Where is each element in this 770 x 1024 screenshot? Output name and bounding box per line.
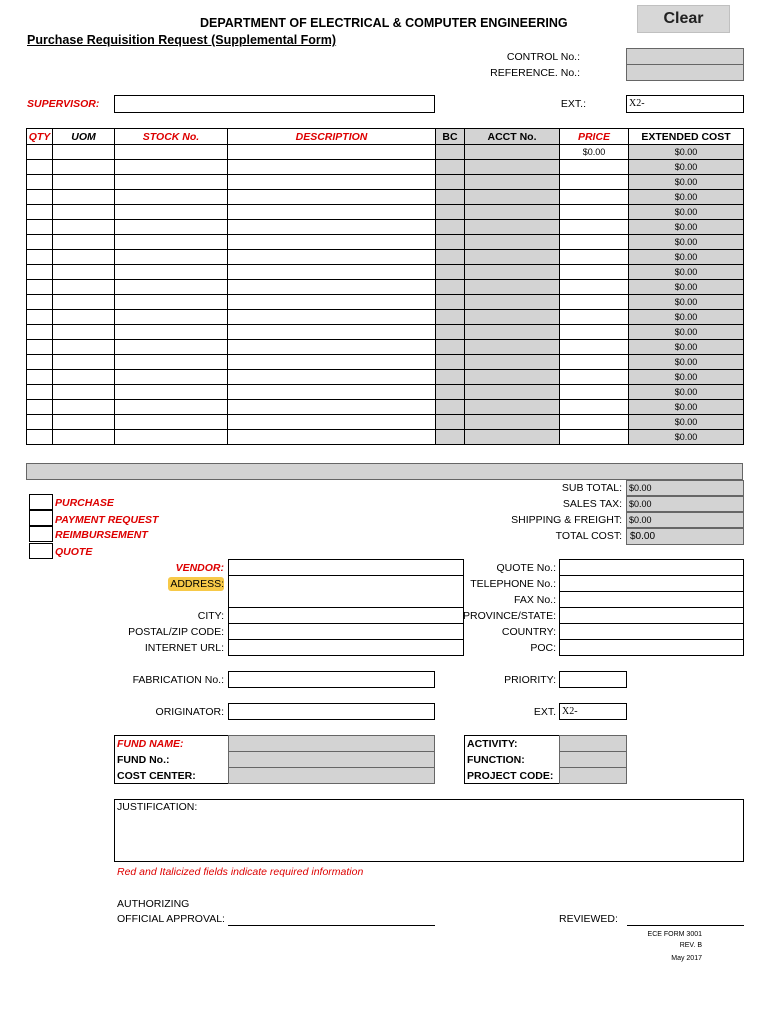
price-cell[interactable] bbox=[560, 325, 629, 340]
uom-cell[interactable] bbox=[53, 175, 115, 190]
salestax-value[interactable]: $0.00 bbox=[626, 496, 744, 512]
description-cell[interactable] bbox=[228, 385, 436, 400]
fax-label: FAX No.: bbox=[513, 594, 556, 606]
shipping-label: SHIPPING & FREIGHT: bbox=[511, 514, 622, 526]
reference-label: REFERENCE. No.: bbox=[490, 67, 580, 79]
uom-cell[interactable] bbox=[53, 325, 115, 340]
extended-cost-cell: $0.00 bbox=[629, 160, 744, 175]
uom-cell[interactable] bbox=[53, 250, 115, 265]
bc-cell[interactable] bbox=[436, 175, 465, 190]
bc-cell[interactable] bbox=[436, 340, 465, 355]
acct-cell[interactable] bbox=[465, 385, 560, 400]
payment-request-checkbox[interactable] bbox=[29, 510, 53, 526]
acct-cell[interactable] bbox=[465, 355, 560, 370]
uom-cell[interactable] bbox=[53, 235, 115, 250]
description-cell[interactable] bbox=[228, 160, 436, 175]
vendor-label: VENDOR: bbox=[175, 562, 224, 574]
uom-cell[interactable] bbox=[53, 265, 115, 280]
qty-cell[interactable] bbox=[27, 280, 53, 295]
fund-no-field[interactable] bbox=[228, 751, 435, 768]
uom-cell[interactable] bbox=[53, 190, 115, 205]
stock-cell[interactable] bbox=[115, 220, 228, 235]
extended-cost-cell: $0.00 bbox=[629, 250, 744, 265]
qty-cell[interactable] bbox=[27, 220, 53, 235]
col-price: PRICE bbox=[560, 129, 629, 145]
shipping-value[interactable]: $0.00 bbox=[626, 512, 744, 528]
city-label: CITY: bbox=[197, 610, 224, 622]
stock-cell[interactable] bbox=[115, 385, 228, 400]
reviewed-signature-line[interactable] bbox=[627, 925, 744, 926]
uom-cell[interactable] bbox=[53, 220, 115, 235]
extended-cost-cell: $0.00 bbox=[629, 145, 744, 160]
official-approval-label: OFFICIAL APPROVAL: bbox=[117, 913, 225, 925]
bc-cell[interactable] bbox=[436, 160, 465, 175]
qty-cell[interactable] bbox=[27, 415, 53, 430]
vendor-field[interactable] bbox=[228, 559, 464, 576]
extended-cost-cell: $0.00 bbox=[629, 265, 744, 280]
extended-cost-cell: $0.00 bbox=[629, 415, 744, 430]
qty-cell[interactable] bbox=[27, 340, 53, 355]
extended-cost-cell: $0.00 bbox=[629, 235, 744, 250]
price-cell[interactable] bbox=[560, 355, 629, 370]
price-cell[interactable]: $0.00 bbox=[560, 145, 629, 160]
stock-cell[interactable] bbox=[115, 325, 228, 340]
url-field[interactable] bbox=[228, 639, 464, 656]
extended-cost-cell: $0.00 bbox=[629, 220, 744, 235]
required-note: Red and Italicized fields indicate required information bbox=[117, 866, 364, 878]
reference-field[interactable] bbox=[626, 64, 744, 81]
address-label: ADDRESS: bbox=[170, 578, 224, 590]
qty-cell[interactable] bbox=[27, 430, 53, 445]
acct-cell[interactable] bbox=[465, 205, 560, 220]
price-cell[interactable] bbox=[560, 295, 629, 310]
table-row bbox=[27, 355, 744, 370]
col-stock: STOCK No. bbox=[115, 129, 228, 145]
stock-cell[interactable] bbox=[115, 190, 228, 205]
bc-cell[interactable] bbox=[436, 145, 465, 160]
extended-cost-cell: $0.00 bbox=[629, 340, 744, 355]
fund-name-field[interactable] bbox=[228, 735, 435, 752]
url-label: INTERNET URL: bbox=[144, 642, 224, 654]
acct-cell[interactable] bbox=[465, 325, 560, 340]
description-cell[interactable] bbox=[228, 250, 436, 265]
qty-cell[interactable] bbox=[27, 145, 53, 160]
col-extended: EXTENDED COST bbox=[629, 129, 744, 145]
acct-cell[interactable] bbox=[465, 250, 560, 265]
reimbursement-label: REIMBURSEMENT bbox=[55, 529, 148, 541]
col-description: DESCRIPTION bbox=[228, 129, 436, 145]
cost-center-field[interactable] bbox=[228, 767, 435, 784]
qty-cell[interactable] bbox=[27, 295, 53, 310]
description-cell[interactable] bbox=[228, 295, 436, 310]
description-cell[interactable] bbox=[228, 355, 436, 370]
description-cell[interactable] bbox=[228, 220, 436, 235]
extended-cost-cell: $0.00 bbox=[629, 325, 744, 340]
extended-cost-cell: $0.00 bbox=[629, 190, 744, 205]
table-row bbox=[27, 220, 744, 235]
qty-cell[interactable] bbox=[27, 370, 53, 385]
col-acct: ACCT No. bbox=[465, 129, 560, 145]
ext-field[interactable]: X2- bbox=[626, 95, 744, 113]
qty-cell[interactable] bbox=[27, 355, 53, 370]
bc-cell[interactable] bbox=[436, 370, 465, 385]
uom-cell[interactable] bbox=[53, 385, 115, 400]
table-row bbox=[27, 310, 744, 325]
uom-cell[interactable] bbox=[53, 280, 115, 295]
acct-cell[interactable] bbox=[465, 145, 560, 160]
stock-cell[interactable] bbox=[115, 340, 228, 355]
description-cell[interactable] bbox=[228, 205, 436, 220]
extended-cost-cell: $0.00 bbox=[629, 370, 744, 385]
price-cell[interactable] bbox=[560, 385, 629, 400]
stock-cell[interactable] bbox=[115, 430, 228, 445]
priority-label: PRIORITY: bbox=[504, 674, 556, 686]
stock-cell[interactable] bbox=[115, 415, 228, 430]
form-revision: REV. B bbox=[679, 942, 702, 949]
quote-label: QUOTE bbox=[55, 546, 93, 558]
bc-cell[interactable] bbox=[436, 415, 465, 430]
qty-cell[interactable] bbox=[27, 160, 53, 175]
project-code-label: PROJECT CODE: bbox=[467, 770, 554, 782]
acct-cell[interactable] bbox=[465, 160, 560, 175]
qty-cell[interactable] bbox=[27, 205, 53, 220]
table-row bbox=[27, 370, 744, 385]
country-field[interactable] bbox=[559, 623, 744, 640]
description-cell[interactable] bbox=[228, 175, 436, 190]
stock-cell[interactable] bbox=[115, 370, 228, 385]
justification-field[interactable] bbox=[114, 799, 744, 862]
uom-cell[interactable] bbox=[53, 310, 115, 325]
fax-field[interactable] bbox=[559, 591, 744, 608]
form-date: May 2017 bbox=[671, 955, 702, 962]
reviewed-label: REVIEWED: bbox=[559, 913, 618, 925]
price-cell[interactable] bbox=[560, 235, 629, 250]
price-cell[interactable] bbox=[560, 340, 629, 355]
project-code-field[interactable] bbox=[559, 767, 627, 784]
extended-cost-cell: $0.00 bbox=[629, 355, 744, 370]
acct-cell[interactable] bbox=[465, 235, 560, 250]
uom-cell[interactable] bbox=[53, 295, 115, 310]
qty-cell[interactable] bbox=[27, 325, 53, 340]
price-cell[interactable] bbox=[560, 310, 629, 325]
fund-name-label: FUND NAME: bbox=[117, 738, 184, 750]
acct-cell[interactable] bbox=[465, 280, 560, 295]
function-field[interactable] bbox=[559, 751, 627, 768]
stock-cell[interactable] bbox=[115, 400, 228, 415]
authorizing-label: AUTHORIZING bbox=[117, 898, 190, 910]
province-label: PROVINCE/STATE: bbox=[463, 610, 556, 622]
quote-no-label: QUOTE No.: bbox=[496, 562, 556, 574]
acct-cell[interactable] bbox=[465, 295, 560, 310]
acct-cell[interactable] bbox=[465, 415, 560, 430]
items-table bbox=[26, 128, 744, 445]
department-title: DEPARTMENT OF ELECTRICAL & COMPUTER ENGINEERING bbox=[200, 16, 568, 30]
province-field[interactable] bbox=[559, 607, 744, 624]
price-cell[interactable] bbox=[560, 175, 629, 190]
table-row bbox=[27, 295, 744, 310]
description-cell[interactable] bbox=[228, 235, 436, 250]
ext2-label: EXT. bbox=[533, 706, 556, 718]
table-row bbox=[27, 400, 744, 415]
acct-cell[interactable] bbox=[465, 265, 560, 280]
table-row bbox=[27, 190, 744, 205]
stock-cell[interactable] bbox=[115, 310, 228, 325]
qty-cell[interactable] bbox=[27, 250, 53, 265]
uom-cell[interactable] bbox=[53, 160, 115, 175]
payment-request-label: PAYMENT REQUEST bbox=[55, 514, 159, 526]
description-cell[interactable] bbox=[228, 415, 436, 430]
price-cell[interactable] bbox=[560, 190, 629, 205]
control-label: CONTROL No.: bbox=[506, 51, 580, 63]
qty-cell[interactable] bbox=[27, 385, 53, 400]
extended-cost-cell: $0.00 bbox=[629, 175, 744, 190]
extended-cost-cell: $0.00 bbox=[629, 400, 744, 415]
description-cell[interactable] bbox=[228, 310, 436, 325]
postal-label: POSTAL/ZIP CODE: bbox=[128, 626, 224, 638]
supervisor-label: SUPERVISOR: bbox=[27, 98, 100, 110]
bc-cell[interactable] bbox=[436, 190, 465, 205]
quote-no-field[interactable] bbox=[559, 559, 744, 576]
acct-cell[interactable] bbox=[465, 430, 560, 445]
description-cell[interactable] bbox=[228, 340, 436, 355]
subtotal-value: $0.00 bbox=[626, 480, 744, 496]
qty-cell[interactable] bbox=[27, 265, 53, 280]
stock-cell[interactable] bbox=[115, 295, 228, 310]
table-row bbox=[27, 205, 744, 220]
bc-cell[interactable] bbox=[436, 310, 465, 325]
qty-cell[interactable] bbox=[27, 235, 53, 250]
uom-cell[interactable] bbox=[53, 205, 115, 220]
totalcost-label: TOTAL COST: bbox=[555, 530, 622, 542]
price-cell[interactable] bbox=[560, 205, 629, 220]
clear-button[interactable]: Clear bbox=[637, 5, 730, 33]
stock-cell[interactable] bbox=[115, 355, 228, 370]
table-row bbox=[27, 160, 744, 175]
description-cell[interactable] bbox=[228, 370, 436, 385]
ext2-field[interactable]: X2- bbox=[559, 703, 627, 720]
extended-cost-cell: $0.00 bbox=[629, 295, 744, 310]
poc-field[interactable] bbox=[559, 639, 744, 656]
acct-cell[interactable] bbox=[465, 175, 560, 190]
extended-cost-cell: $0.00 bbox=[629, 385, 744, 400]
bc-cell[interactable] bbox=[436, 430, 465, 445]
supervisor-field[interactable] bbox=[114, 95, 435, 113]
table-row bbox=[27, 340, 744, 355]
price-cell[interactable] bbox=[560, 250, 629, 265]
price-cell[interactable] bbox=[560, 160, 629, 175]
stock-cell[interactable] bbox=[115, 205, 228, 220]
extended-cost-cell: $0.00 bbox=[629, 310, 744, 325]
form-number: ECE FORM 3001 bbox=[647, 931, 702, 938]
uom-cell[interactable] bbox=[53, 400, 115, 415]
acct-cell[interactable] bbox=[465, 340, 560, 355]
address-field[interactable] bbox=[228, 575, 464, 608]
stock-cell[interactable] bbox=[115, 160, 228, 175]
control-field[interactable] bbox=[626, 48, 744, 65]
address-label-wrap bbox=[100, 578, 224, 590]
fabrication-field[interactable] bbox=[228, 671, 435, 688]
table-row bbox=[27, 415, 744, 430]
stock-cell[interactable] bbox=[115, 250, 228, 265]
bc-cell[interactable] bbox=[436, 250, 465, 265]
originator-field[interactable] bbox=[228, 703, 435, 720]
cost-center-label: COST CENTER: bbox=[117, 770, 196, 782]
priority-field[interactable] bbox=[559, 671, 627, 688]
description-cell[interactable] bbox=[228, 190, 436, 205]
col-bc: BC bbox=[436, 129, 465, 145]
reimbursement-checkbox[interactable] bbox=[29, 526, 53, 542]
stock-cell[interactable] bbox=[115, 175, 228, 190]
price-cell[interactable] bbox=[560, 280, 629, 295]
uom-cell[interactable] bbox=[53, 415, 115, 430]
uom-cell[interactable] bbox=[53, 430, 115, 445]
stock-cell[interactable] bbox=[115, 235, 228, 250]
bc-cell[interactable] bbox=[436, 205, 465, 220]
acct-cell[interactable] bbox=[465, 370, 560, 385]
bc-cell[interactable] bbox=[436, 280, 465, 295]
subtotal-label: SUB TOTAL: bbox=[561, 482, 622, 494]
quote-checkbox[interactable] bbox=[29, 543, 53, 559]
poc-label: POC: bbox=[530, 642, 556, 654]
description-cell[interactable] bbox=[228, 145, 436, 160]
col-uom: UOM bbox=[53, 129, 115, 145]
telephone-label: TELEPHONE No.: bbox=[470, 578, 556, 590]
bc-cell[interactable] bbox=[436, 355, 465, 370]
telephone-field[interactable] bbox=[559, 575, 744, 592]
totalcost-value: $0.00 bbox=[626, 528, 744, 545]
price-cell[interactable] bbox=[560, 220, 629, 235]
activity-label: ACTIVITY: bbox=[467, 738, 518, 750]
fund-no-label: FUND No.: bbox=[117, 754, 170, 766]
qty-cell[interactable] bbox=[27, 310, 53, 325]
uom-cell[interactable] bbox=[53, 355, 115, 370]
table-row bbox=[27, 175, 744, 190]
salestax-label: SALES TAX: bbox=[562, 498, 622, 510]
bc-cell[interactable] bbox=[436, 235, 465, 250]
table-row bbox=[27, 430, 744, 445]
price-cell[interactable] bbox=[560, 415, 629, 430]
description-cell[interactable] bbox=[228, 265, 436, 280]
table-footer-bar bbox=[26, 463, 743, 480]
table-row bbox=[27, 145, 744, 160]
bc-cell[interactable] bbox=[436, 295, 465, 310]
acct-cell[interactable] bbox=[465, 190, 560, 205]
bc-cell[interactable] bbox=[436, 325, 465, 340]
purchase-checkbox[interactable] bbox=[29, 494, 53, 510]
bc-cell[interactable] bbox=[436, 265, 465, 280]
acct-cell[interactable] bbox=[465, 310, 560, 325]
description-cell[interactable] bbox=[228, 280, 436, 295]
description-cell[interactable] bbox=[228, 430, 436, 445]
uom-cell[interactable] bbox=[53, 340, 115, 355]
table-row bbox=[27, 280, 744, 295]
description-cell[interactable] bbox=[228, 325, 436, 340]
stock-cell[interactable] bbox=[115, 280, 228, 295]
country-label: COUNTRY: bbox=[501, 626, 556, 638]
postal-field[interactable] bbox=[228, 623, 464, 640]
table-row bbox=[27, 235, 744, 250]
originator-label: ORIGINATOR: bbox=[155, 706, 224, 718]
activity-field[interactable] bbox=[559, 735, 627, 752]
acct-cell[interactable] bbox=[465, 400, 560, 415]
table-row bbox=[27, 250, 744, 265]
bc-cell[interactable] bbox=[436, 220, 465, 235]
col-qty: QTY bbox=[27, 129, 53, 145]
fabrication-label: FABRICATION No.: bbox=[132, 674, 224, 686]
uom-cell[interactable] bbox=[53, 145, 115, 160]
bc-cell[interactable] bbox=[436, 385, 465, 400]
justification-label: JUSTIFICATION: bbox=[117, 801, 198, 813]
approval-signature-line[interactable] bbox=[228, 925, 435, 926]
table-row bbox=[27, 325, 744, 340]
qty-cell[interactable] bbox=[27, 175, 53, 190]
price-cell[interactable] bbox=[560, 370, 629, 385]
qty-cell[interactable] bbox=[27, 400, 53, 415]
form-title: Purchase Requisition Request (Supplemental Form) bbox=[27, 33, 337, 47]
extended-cost-cell: $0.00 bbox=[629, 280, 744, 295]
table-row bbox=[27, 265, 744, 280]
uom-cell[interactable] bbox=[53, 370, 115, 385]
stock-cell[interactable] bbox=[115, 145, 228, 160]
city-field[interactable] bbox=[228, 607, 464, 624]
function-label: FUNCTION: bbox=[467, 754, 525, 766]
extended-cost-cell: $0.00 bbox=[629, 205, 744, 220]
table-row bbox=[27, 385, 744, 400]
stock-cell[interactable] bbox=[115, 265, 228, 280]
price-cell[interactable] bbox=[560, 400, 629, 415]
bc-cell[interactable] bbox=[436, 400, 465, 415]
purchase-label: PURCHASE bbox=[55, 497, 114, 509]
extended-cost-cell: $0.00 bbox=[629, 430, 744, 445]
price-cell[interactable] bbox=[560, 430, 629, 445]
ext-label: EXT.: bbox=[560, 98, 586, 110]
qty-cell[interactable] bbox=[27, 190, 53, 205]
description-cell[interactable] bbox=[228, 400, 436, 415]
acct-cell[interactable] bbox=[465, 220, 560, 235]
price-cell[interactable] bbox=[560, 265, 629, 280]
